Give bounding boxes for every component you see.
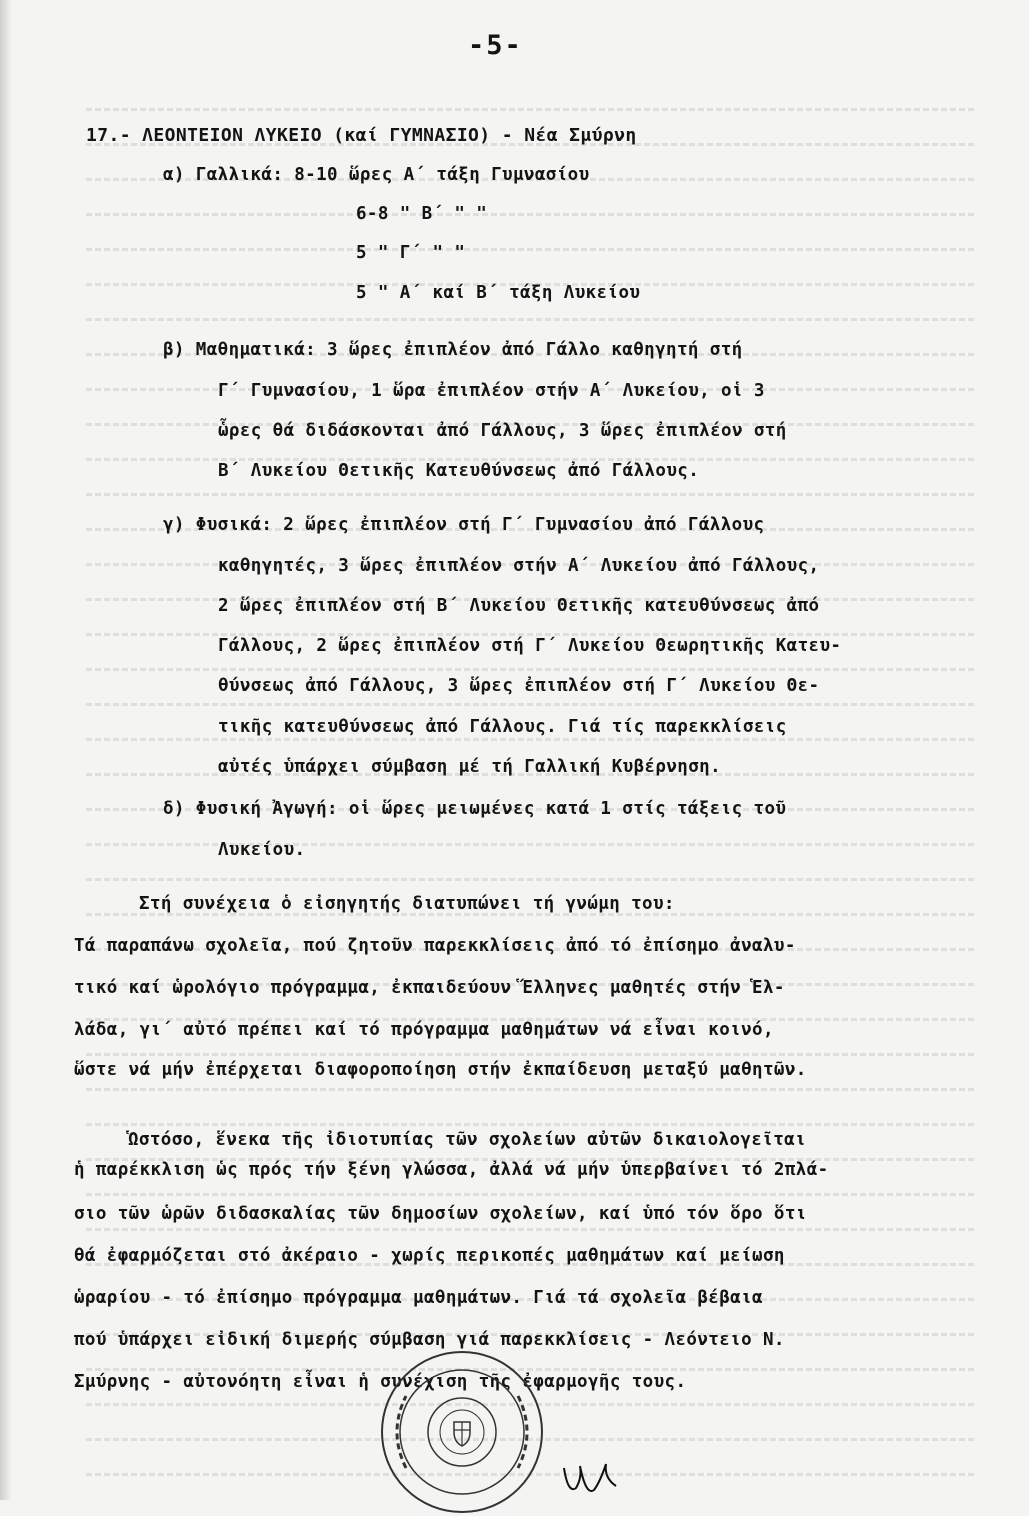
text-line: ὡραρίου - τό ἐπίσημο πρόγραμμα μαθημάτων. Γιά τά σχολεῖα βέβαια — [74, 1288, 763, 1308]
text-line: ὥστε νά μήν ἐπέρχεται διαφοροποίηση στήν ἐκπαίδευση μεταξύ μαθητῶν. — [74, 1060, 807, 1080]
page-number: -5- — [468, 30, 523, 61]
text-line: Στή συνέχεια ὁ εἰσηγητής διατυπώνει τή γνώμη του: — [139, 894, 675, 914]
text-line: θά ἐφαρμόζεται στό ἀκέραιο - χωρίς περικοπές μαθημάτων καί μείωση — [74, 1246, 785, 1266]
text-line: Τά παραπάνω σχολεῖα, πού ζητοῦν παρεκκλίσεις ἀπό τό ἐπίσημο ἀναλυ- — [74, 936, 796, 956]
text-line: λάδα, γι΄ αὐτό πρέπει καί τό πρόγραμμα μαθημάτων νά εἶναι κοινό, — [74, 1020, 774, 1040]
text-line: ἡ παρέκκλιση ὡς πρός τήν ξένη γλώσσα, ἀλλά νά μήν ὑπερβαίνει τό 2πλά- — [74, 1160, 829, 1180]
text-line: θύνσεως ἀπό Γάλλους, 3 ὥρες ἐπιπλέον στή Γ΄ Λυκείου Θε- — [218, 676, 820, 696]
text-line: Γ΄ Γυμνασίου, 1 ὥρα ἐπιπλέον στήν Α΄ Λυκείου, οἱ 3 — [218, 381, 765, 401]
section-heading: 17.- ΛΕΟΝΤΕΙΟΝ ΛΥΚΕΙΟ (καί ΓΥΜΝΑΣΙΟ) - Νέα Σμύρνη — [86, 125, 637, 146]
text-line: Λυκείου. — [218, 840, 306, 860]
text-line: αὐτές ὑπάρχει σύμβαση μέ τή Γαλλική Κυβέρνηση. — [218, 757, 722, 777]
text-line: Σμύρνης - αὐτονόητη εἶναι ἡ συνέχιση τῆς ἐφαρμογῆς τους. — [74, 1372, 687, 1392]
handwritten-signature — [560, 1458, 630, 1500]
official-seal-stamp — [378, 1348, 546, 1516]
scan-edge — [0, 0, 12, 1500]
text-line: γ) Φυσικά: 2 ὥρες ἐπιπλέον στή Γ΄ Γυμνασίου ἀπό Γάλλους — [163, 515, 765, 535]
text-line: β) Μαθηματικά: 3 ὥρες ἐπιπλέον ἀπό Γάλλο καθηγητή στή — [163, 340, 743, 360]
text-line: τικό καί ὡρολόγιο πρόγραμμα, ἐκπαιδεύουν Ἕλληνες μαθητές στήν Ἑλ- — [74, 978, 785, 998]
text-line: 5 " Γ΄ " " — [356, 243, 466, 263]
text-line: 6-8 " Β΄ " " — [356, 204, 488, 224]
text-line: πού ὑπάρχει εἰδική διμερής σύμβαση γιά παρεκκλίσεις - Λεόντειο Ν. — [74, 1330, 785, 1350]
text-line: σιο τῶν ὡρῶν διδασκαλίας τῶν δημοσίων σχολείων, καί ὑπό τόν ὅρο ὅτι — [74, 1204, 807, 1224]
text-line: 2 ὥρες ἐπιπλέον στή Β΄ Λυκείου Θετικῆς κατευθύνσεως ἀπό — [218, 596, 820, 616]
text-line: Ὡστόσο, ἕνεκα τῆς ἰδιοτυπίας τῶν σχολείων αὐτῶν δικαιολογεῖται — [128, 1130, 807, 1150]
text-line: ὧρες θά διδάσκονται ἀπό Γάλλους, 3 ὥρες ἐπιπλέον στή — [218, 421, 787, 441]
text-line: Β΄ Λυκείου Θετικῆς Κατευθύνσεως ἀπό Γάλλους. — [218, 461, 700, 481]
text-line: δ) Φυσική Ἀγωγή: οἱ ὥρες μειωμένες κατά 1 στίς τάξεις τοῦ — [163, 799, 787, 819]
text-line: καθηγητές, 3 ὥρες ἐπιπλέον στήν Α΄ Λυκείου ἀπό Γάλλους, — [218, 556, 820, 576]
text-line: α) Γαλλικά: 8-10 ὥρες Α΄ τάξη Γυμνασίου — [163, 165, 590, 185]
text-line: τικῆς κατευθύνσεως ἀπό Γάλλους. Γιά τίς παρεκκλίσεις — [218, 717, 787, 737]
text-line: Γάλλους, 2 ὥρες ἐπιπλέον στή Γ΄ Λυκείου Θεωρητικῆς Κατευ- — [218, 636, 842, 656]
text-line: 5 " Α΄ καί Β΄ τάξη Λυκείου — [356, 283, 641, 303]
